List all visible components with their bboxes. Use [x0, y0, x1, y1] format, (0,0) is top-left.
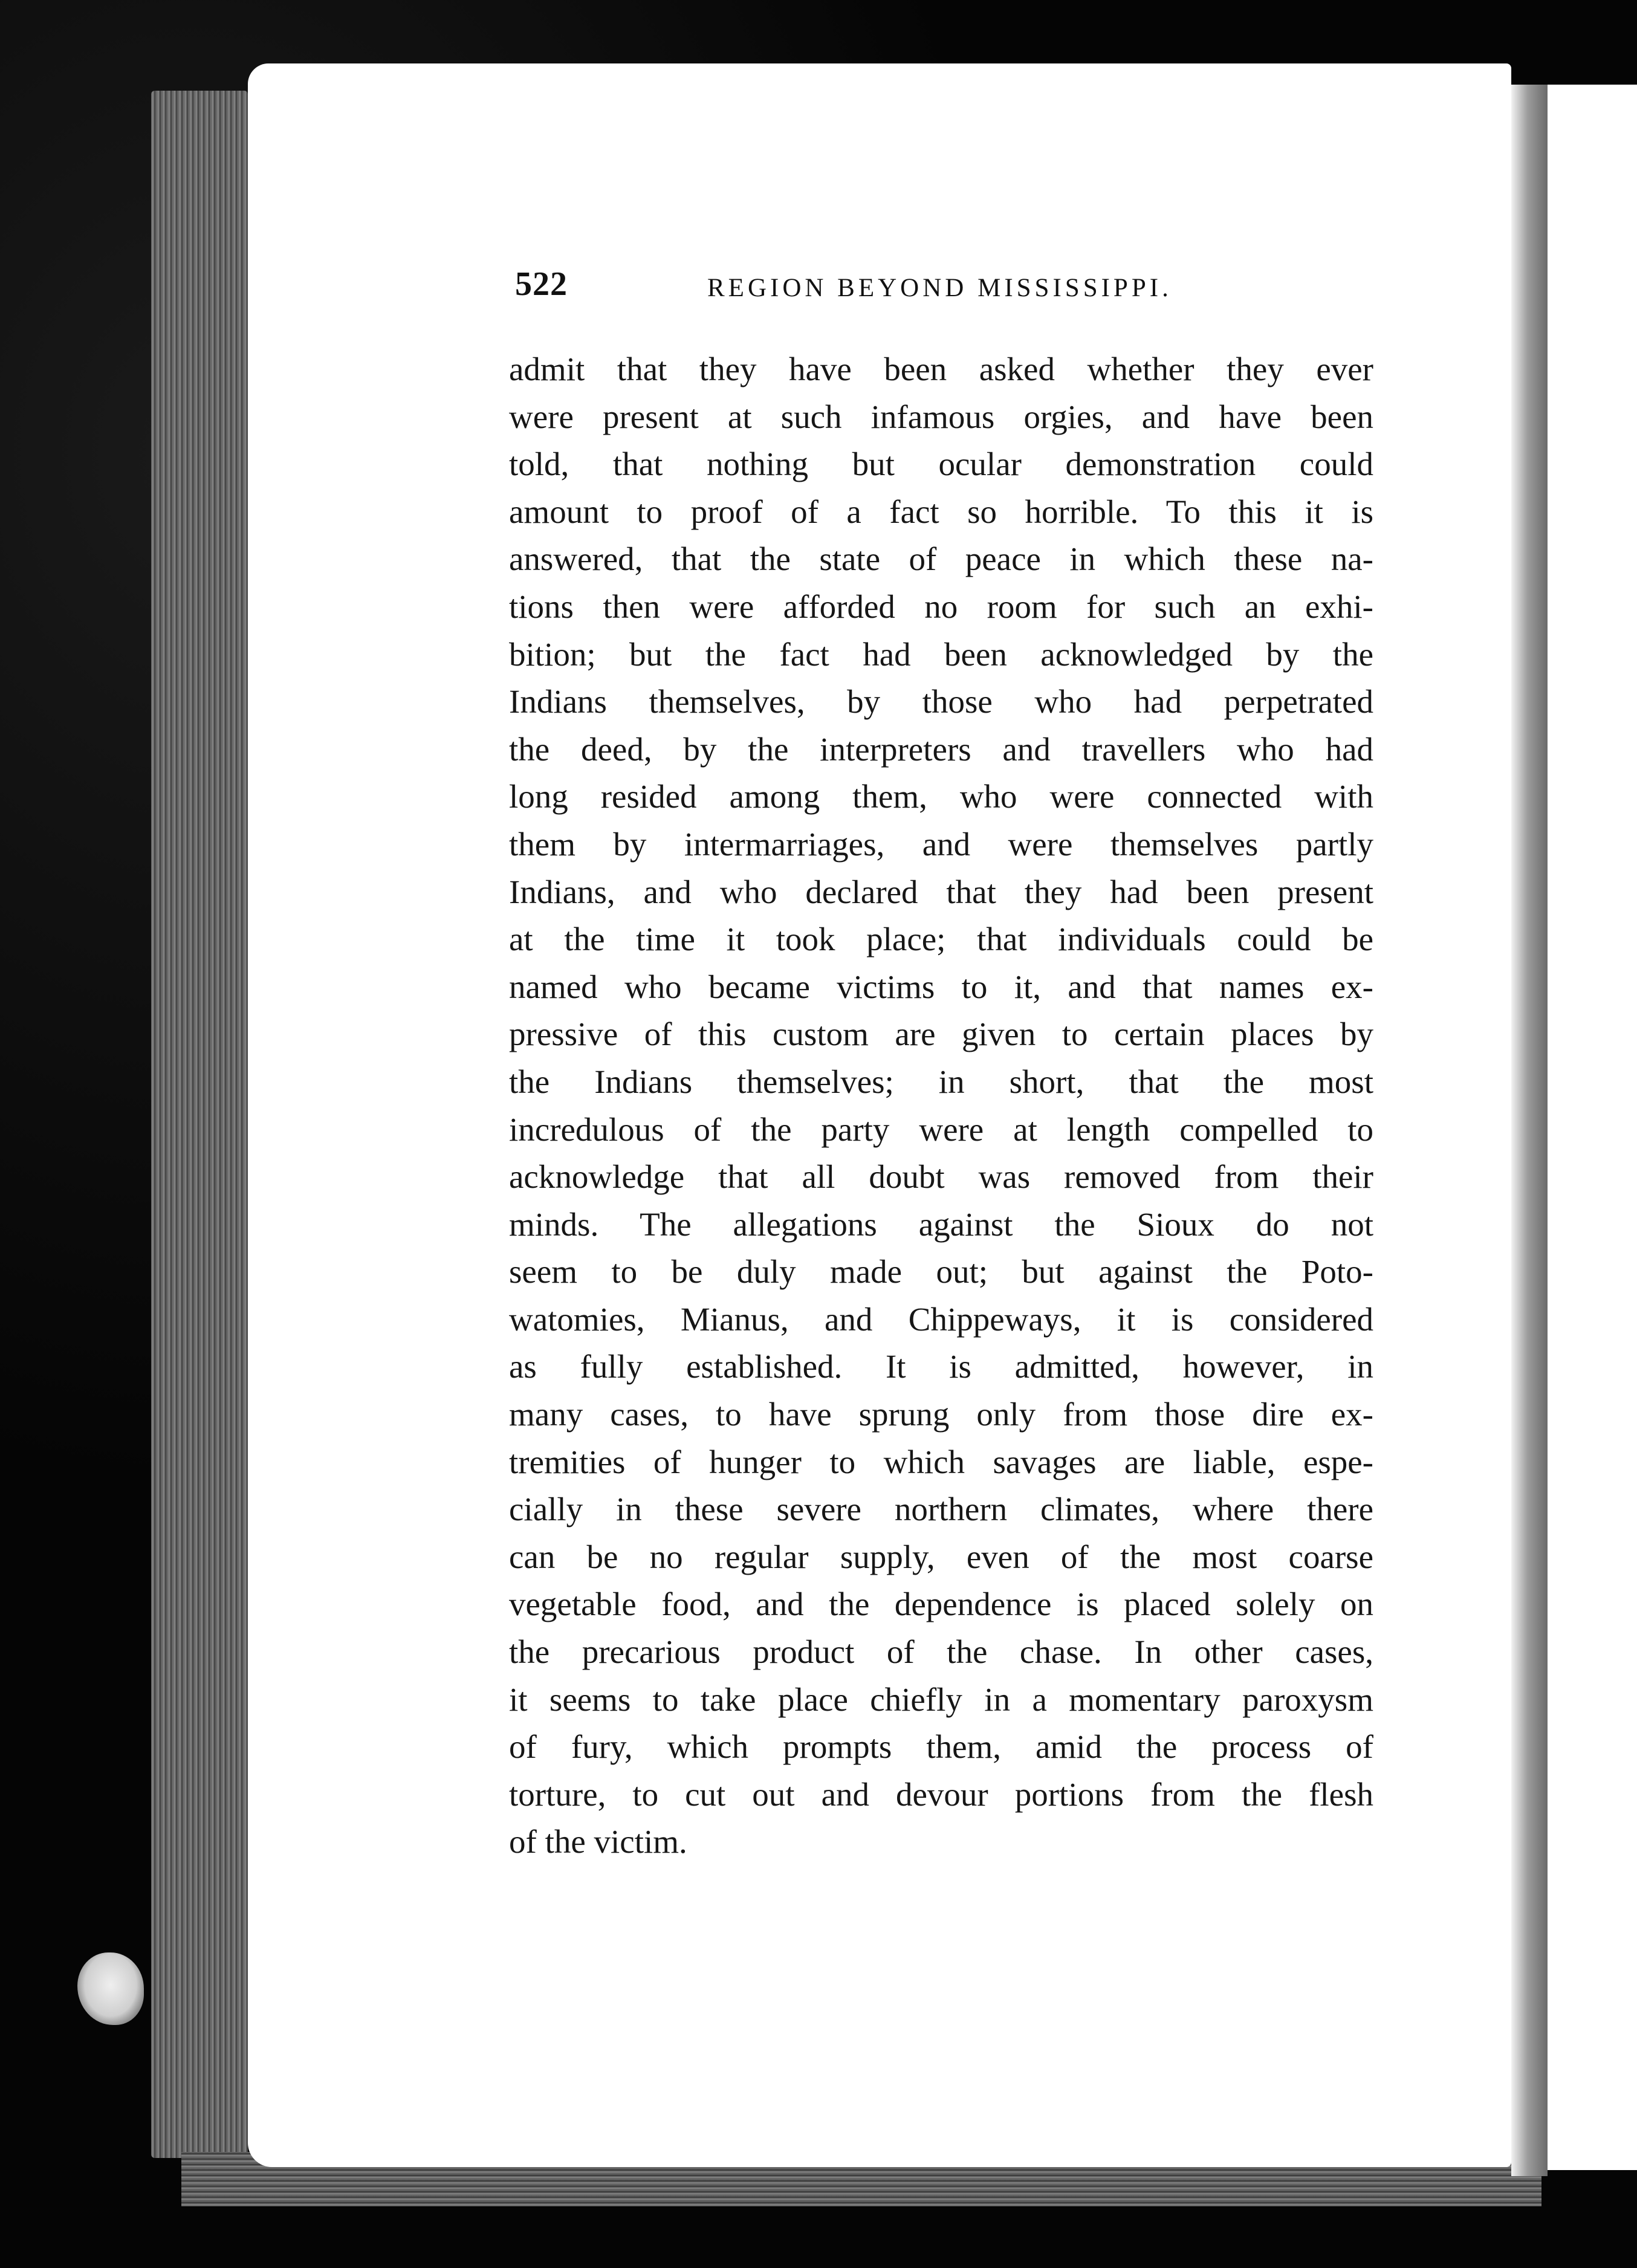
text-line: torture, to cut out and devour portions from the flesh	[509, 1775, 1373, 1813]
text-line: Indians, and who declared that they had been present	[509, 873, 1373, 910]
text-line: incredulous of the party were at length compelled to	[509, 1110, 1373, 1148]
text-line: vegetable food, and the dependence is placed solely on	[509, 1586, 1373, 1623]
text-line: were present at such infamous orgies, and have been	[509, 398, 1373, 435]
text-line: at the time it took place; that individuals could be	[509, 921, 1373, 958]
book-spine-shadow	[1511, 85, 1548, 2176]
text-line: tremities of hunger to which savages are liable, espe-	[509, 1443, 1373, 1480]
text-line: told, that nothing but ocular demonstration could	[509, 446, 1373, 483]
text-line: seem to be duly made out; but against the Poto-	[509, 1253, 1373, 1291]
text-line: tions then were afforded no room for such an exhi-	[509, 588, 1373, 625]
running-head-title: REGION BEYOND MISSISSIPPI.	[707, 274, 1172, 302]
text-line: long resided among them, who were connected with	[509, 778, 1373, 815]
text-line: named who became victims to it, and that names ex-	[509, 968, 1373, 1005]
text-line: cially in these severe northern climates, where there	[509, 1491, 1373, 1528]
text-line: acknowledge that all doubt was removed from their	[509, 1158, 1373, 1196]
text-line: bition; but the fact had been acknowledged by the	[509, 635, 1373, 673]
text-line: admit that they have been asked whether they ever	[509, 351, 1373, 387]
text-line: amount to proof of a fact so horrible. To this it is	[509, 493, 1373, 530]
text-line: minds. The allegations against the Sioux do not	[509, 1205, 1373, 1243]
text-line: it seems to take place chiefly in a momentary paroxysm	[509, 1680, 1373, 1718]
text-line: answered, that the state of peace in which these na-	[509, 540, 1373, 578]
text-line: pressive of this custom are given to certain places by	[509, 1016, 1373, 1053]
text-line: of the victim.	[509, 1823, 687, 1861]
text-line: as fully established. It is admitted, however, in	[509, 1348, 1373, 1385]
text-line: the precarious product of the chase. In other cases,	[509, 1633, 1373, 1671]
body-text	[509, 346, 1373, 1866]
text-line: them by intermarriages, and were themselves partly	[509, 825, 1373, 863]
page-number: 522	[515, 265, 568, 303]
text-line: can be no regular supply, even of the most coarse	[509, 1538, 1373, 1575]
text-line: of fury, which prompts them, amid the process of	[509, 1728, 1373, 1766]
text-line: the deed, by the interpreters and travellers who had	[509, 730, 1373, 768]
text-line: Indians themselves, by those who had perpetrated	[509, 683, 1373, 721]
text-line: many cases, to have sprung only from those dire ex-	[509, 1396, 1373, 1433]
book-page-edge	[151, 91, 248, 2158]
text-line: watomies, Mianus, and Chippeways, it is considered	[509, 1300, 1373, 1338]
facing-page	[1548, 85, 1637, 2170]
text-line: the Indians themselves; in short, that the most	[509, 1063, 1373, 1100]
